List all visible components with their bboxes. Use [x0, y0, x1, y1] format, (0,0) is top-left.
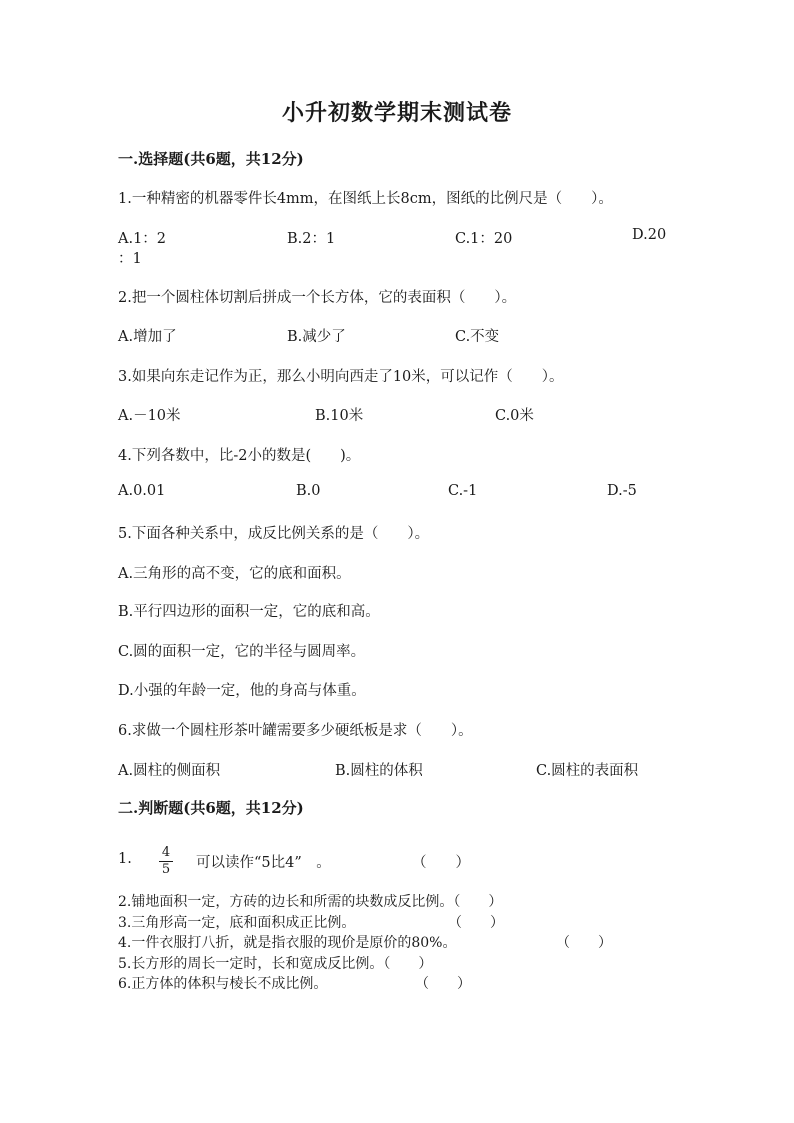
q2-option-c: C.不变	[455, 329, 500, 345]
q1-option-a: A.1：2	[118, 231, 167, 247]
q2-option-a: A.增加了	[118, 329, 177, 345]
judge-2: 2.铺地面积一定，方砖的边长和所需的块数成反比例。（ ）	[118, 894, 503, 910]
judge-3-blank: （ ）	[448, 915, 504, 931]
section-1-heading: 一.选择题(共6题，共12分)	[118, 150, 304, 168]
question-3: 3.如果向东走记作为正，那么小明向西走了10米，可以记作（ ）。	[118, 369, 564, 385]
q5-option-d: D.小强的年龄一定，他的身高与体重。	[118, 683, 366, 699]
q5-option-b: B.平行四边形的面积一定，它的底和高。	[118, 604, 380, 620]
judge-1-number: 1.	[118, 851, 132, 867]
q3-option-c: C.0米	[495, 408, 534, 424]
judge-4-blank: （ ）	[556, 935, 612, 951]
question-6: 6.求做一个圆柱形茶叶罐需要多少硬纸板是求（ ）。	[118, 723, 473, 739]
q1-option-c: C.1：20	[455, 231, 513, 247]
question-2: 2.把一个圆柱体切割后拼成一个长方体，它的表面积（ ）。	[118, 290, 517, 306]
judge-6-blank: （ ）	[415, 976, 471, 992]
judge-1-text: 可以读作“5比4” 。	[196, 855, 331, 871]
judge-6-text: 6.正方体的体积与棱长不成比例。	[118, 976, 328, 992]
question-4: 4.下列各数中，比-2小的数是( )。	[118, 448, 361, 464]
fraction-denominator: 5	[161, 862, 171, 877]
question-5: 5.下面各种关系中，成反比例关系的是（ ）。	[118, 526, 430, 542]
page-title: 小升初数学期末测试卷	[281, 100, 512, 126]
q2-option-b: B.减少了	[287, 329, 346, 345]
q6-option-c: C.圆柱的表面积	[536, 763, 639, 779]
judge-4-text: 4.一件衣服打八折，就是指衣服的现价是原价的80%。	[118, 935, 457, 951]
q1-option-b: B.2：1	[287, 231, 336, 247]
judge-1-blank: （ ）	[412, 855, 470, 871]
q4-option-c: C.-1	[448, 483, 478, 499]
q5-option-c: C.圆的面积一定，它的半径与圆周率。	[118, 644, 366, 660]
q6-option-a: A.圆柱的侧面积	[118, 763, 221, 779]
q1-option-d-wrap: ：1	[118, 251, 142, 267]
q3-option-b: B.10米	[315, 408, 364, 424]
question-1: 1.一种精密的机器零件长4mm，在图纸上长8cm，图纸的比例尺是（ ）。	[118, 191, 613, 207]
section-2-heading: 二.判断题(共6题，共12分)	[118, 799, 304, 817]
q3-option-a: A.－10米	[118, 408, 181, 424]
q5-option-a: A.三角形的高不变，它的底和面积。	[118, 566, 351, 582]
fraction-numerator: 4	[159, 846, 173, 862]
q6-option-b: B.圆柱的体积	[335, 763, 423, 779]
q4-option-d: D.-5	[607, 483, 637, 499]
judge-5: 5.长方形的周长一定时，长和宽成反比例。（ ）	[118, 956, 433, 972]
q4-option-a: A.0.01	[118, 483, 166, 499]
q1-option-d: D.20	[632, 227, 667, 243]
fraction-four-fifths	[159, 846, 173, 877]
judge-3-text: 3.三角形高一定，底和面积成正比例。	[118, 915, 356, 931]
q4-option-b: B.0	[296, 483, 321, 499]
